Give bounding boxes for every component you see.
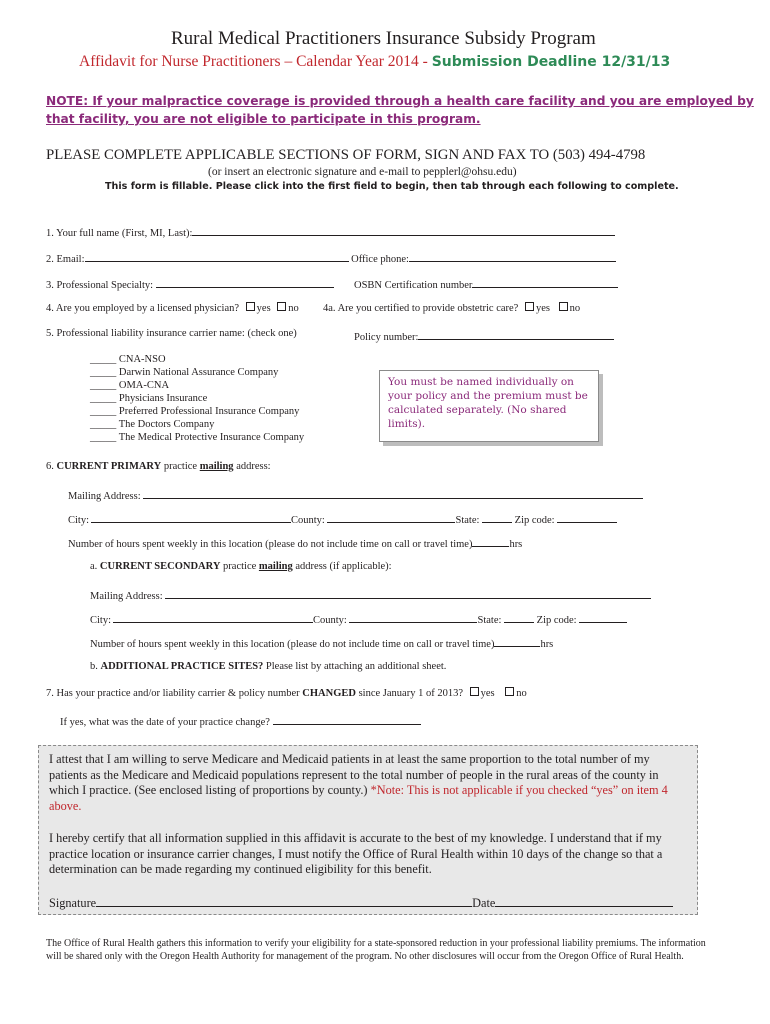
- email-instructions: (or insert an electronic signature and e-mail to pepplerl@ohsu.edu): [208, 166, 517, 178]
- secondary-city-row: [90, 611, 627, 626]
- form-subtitle: [79, 53, 670, 71]
- primary-mailing-row: [68, 487, 643, 502]
- carrier-option[interactable]: [90, 406, 299, 417]
- secondary-zip-field[interactable]: [579, 611, 627, 623]
- additional-sites-row: [90, 661, 446, 672]
- employed-yes-label: yes: [256, 303, 271, 314]
- secondary-state-label: State:: [477, 615, 502, 626]
- changed-question: 7. Has your practice and/or liability carrier & policy number: [46, 688, 300, 699]
- carrier-option[interactable]: [90, 354, 166, 365]
- email-label: 2. Email:: [46, 254, 85, 265]
- secondary-label: CURRENT SECONDARY: [99, 561, 221, 572]
- secondary-hours-row: [90, 635, 553, 650]
- carrier-label: Preferred Professional Insurance Company: [118, 406, 300, 417]
- specialty-row: [46, 276, 334, 291]
- primary-hours-field[interactable]: [472, 535, 509, 547]
- carrier-option[interactable]: [90, 419, 214, 430]
- submission-deadline: Submission Deadline 12/31/13: [431, 54, 671, 70]
- primary-city-label: City:: [68, 515, 90, 526]
- eligibility-note-line1: NOTE: If your malpractice coverage is provided through a health care facility and you are employed by: [46, 94, 754, 108]
- carrier-label: CNA-NSO: [118, 354, 166, 365]
- q6-number: 6.: [46, 461, 54, 472]
- employed-no-checkbox[interactable]: [277, 302, 286, 311]
- change-date-row: [60, 713, 421, 728]
- carrier-label: OMA-CNA: [118, 380, 170, 391]
- eligibility-note-line2: that facility, you are not eligible to participate in this program.: [46, 112, 481, 126]
- changed-no-label: no: [516, 688, 527, 699]
- changed-yes-label: yes: [480, 688, 495, 699]
- signature-date-field[interactable]: [495, 895, 673, 907]
- carrier-option[interactable]: [90, 380, 169, 391]
- carrier-blank: _____: [90, 432, 117, 443]
- primary-mailing-label: Mailing Address:: [68, 491, 141, 502]
- full-name-label: 1. Your full name (First, MI, Last):: [46, 228, 193, 239]
- email-row: [46, 250, 616, 265]
- certification-paragraph: I hereby certify that all information supplied in this affidavit is accurate to the best of my knowledge. I understand that if my practice location or insurance carrier changes, I must notify the Office of Rural Health within 10 days of the change so that a determination can be made regarding my continued eligibility for this benefit.: [49, 831, 663, 877]
- attestation-paragraph: [49, 752, 689, 814]
- full-name-field[interactable]: [192, 224, 615, 236]
- changed-since: since January 1 of 2013?: [358, 688, 463, 699]
- carrier-option[interactable]: [90, 432, 304, 443]
- primary-county-field[interactable]: [327, 511, 455, 523]
- osbn-row: [354, 276, 618, 291]
- obstetric-no-label: no: [569, 303, 581, 314]
- full-name-row: [46, 224, 615, 239]
- carrier-blank: _____: [90, 380, 117, 391]
- policy-number-field[interactable]: [418, 328, 614, 340]
- subtitle-text: Affidavit for Nurse Practitioners – Calendar Year 2014 -: [79, 53, 432, 70]
- secondary-hours-label: Number of hours spent weekly in this location (please do not include time on call or travel time): [90, 639, 495, 650]
- carrier-question: 5. Professional liability insurance carrier name: (check one): [46, 328, 297, 339]
- secondary-address-word: address (if applicable):: [295, 561, 392, 572]
- fax-instructions: PLEASE COMPLETE APPLICABLE SECTIONS OF FORM, SIGN AND FAX TO (503) 494-4798: [46, 147, 646, 163]
- primary-hours-row: [68, 535, 522, 550]
- osbn-field[interactable]: [472, 276, 618, 288]
- secondary-practice-word: practice: [223, 561, 257, 572]
- date-label: Date: [472, 896, 496, 910]
- secondary-hours-field[interactable]: [494, 635, 540, 647]
- carrier-label: Physicians Insurance: [118, 393, 208, 404]
- fillable-notice: This form is fillable. Please click into the first field to begin, then tab through each following to complete.: [105, 181, 679, 192]
- carrier-blank: _____: [90, 367, 117, 378]
- carrier-option[interactable]: [90, 393, 207, 404]
- secondary-county-label: County:: [313, 615, 347, 626]
- secondary-zip-label: Zip code:: [536, 615, 577, 626]
- carrier-label: Darwin National Assurance Company: [118, 367, 279, 378]
- carrier-blank: _____: [90, 354, 117, 365]
- secondary-mailing-word: mailing: [258, 561, 293, 572]
- signature-row: [49, 895, 689, 912]
- primary-mailing-field[interactable]: [143, 487, 643, 499]
- carrier-blank: _____: [90, 406, 117, 417]
- secondary-mailing-field[interactable]: [165, 587, 651, 599]
- mailing-word: mailing: [199, 461, 234, 472]
- policy-number-row: [354, 328, 614, 343]
- office-phone-field[interactable]: [409, 250, 616, 262]
- secondary-city-field[interactable]: [113, 611, 313, 623]
- changed-yes-checkbox[interactable]: [470, 687, 479, 696]
- employed-question: 4. Are you employed by a licensed physician?: [46, 303, 240, 314]
- office-phone-label: Office phone:: [351, 254, 409, 265]
- specialty-field[interactable]: [156, 276, 334, 288]
- secondary-county-field[interactable]: [349, 611, 477, 623]
- primary-hours-label: Number of hours spent weekly in this location (please do not include time on call or travel time): [68, 539, 473, 550]
- primary-zip-label: Zip code:: [514, 515, 555, 526]
- change-date-field[interactable]: [273, 713, 421, 725]
- individual-policy-note: You must be named individually on your policy and the premium must be calculated separately. (No shared limits).: [379, 370, 599, 442]
- changed-no-checkbox[interactable]: [505, 687, 514, 696]
- obstetric-yes-label: yes: [535, 303, 550, 314]
- osbn-label: OSBN Certification number: [354, 280, 473, 291]
- practice-word: practice: [163, 461, 198, 472]
- primary-zip-field[interactable]: [557, 511, 617, 523]
- email-field[interactable]: [85, 250, 349, 262]
- attestation-box: [38, 745, 698, 915]
- signature-field[interactable]: [96, 895, 472, 907]
- signature-label: Signature: [49, 896, 97, 910]
- carrier-blank: _____: [90, 393, 117, 404]
- form-title: Rural Medical Practitioners Insurance Subsidy Program: [171, 28, 596, 49]
- additional-sites-instructions: Please list by attaching an additional sheet.: [265, 661, 447, 672]
- carrier-label: The Doctors Company: [118, 419, 215, 430]
- carrier-blank: _____: [90, 419, 117, 430]
- obstetric-question: 4a. Are you certified to provide obstetric care?: [323, 303, 519, 314]
- primary-hrs-unit: hrs: [509, 539, 523, 550]
- secondary-state-field[interactable]: [504, 611, 534, 623]
- obstetric-row: [323, 302, 580, 314]
- privacy-footer: The Office of Rural Health gathers this information to verify your eligibility for a state-sponsored reduction in your professional liability premiums. The information will be shared only with the Oregon Health Authority for management of the program. No other disclosures will occur from the Oregon Office of Rural Health.: [46, 938, 706, 962]
- secondary-prefix: a.: [90, 561, 98, 572]
- primary-county-label: County:: [291, 515, 325, 526]
- carrier-option[interactable]: [90, 367, 278, 378]
- carrier-label: The Medical Protective Insurance Company: [118, 432, 305, 443]
- secondary-practice-heading: [90, 561, 392, 572]
- secondary-city-label: City:: [90, 615, 112, 626]
- secondary-mailing-row: [90, 587, 651, 602]
- specialty-label: 3. Professional Specialty:: [46, 280, 154, 291]
- primary-city-row: [68, 511, 617, 526]
- changed-row: [46, 687, 527, 699]
- additional-sites-label: ADDITIONAL PRACTICE SITES?: [100, 661, 264, 672]
- employed-no-label: no: [288, 303, 299, 314]
- policy-number-label: Policy number:: [354, 332, 419, 343]
- additional-prefix: b.: [90, 661, 98, 672]
- obstetric-no-checkbox[interactable]: [559, 302, 568, 311]
- attestation-text: I attest that I am willing to serve Medicare and Medicaid patients in at least the same proportion to the total number of my patients as the Medicare and Medicaid populations represent to the total number of people in the rural areas of the county in which I practice. (See enclosed listing of proportions by county.): [49, 752, 659, 798]
- primary-state-label: State:: [455, 515, 480, 526]
- primary-state-field[interactable]: [482, 511, 512, 523]
- attestation-note: *Note: This is not applicable if you checked “yes” on item 4 above.: [49, 783, 668, 813]
- change-date-label: If yes, what was the date of your practice change?: [60, 717, 270, 728]
- primary-city-field[interactable]: [91, 511, 291, 523]
- changed-word: CHANGED: [302, 688, 356, 699]
- primary-practice-heading: [46, 461, 271, 472]
- secondary-mailing-label: Mailing Address:: [90, 591, 163, 602]
- obstetric-yes-checkbox[interactable]: [525, 302, 534, 311]
- address-word: address:: [236, 461, 271, 472]
- employed-by-physician-row: [46, 302, 299, 314]
- secondary-hrs-unit: hrs: [540, 639, 554, 650]
- employed-yes-checkbox[interactable]: [246, 302, 255, 311]
- primary-label: CURRENT PRIMARY: [56, 461, 162, 472]
